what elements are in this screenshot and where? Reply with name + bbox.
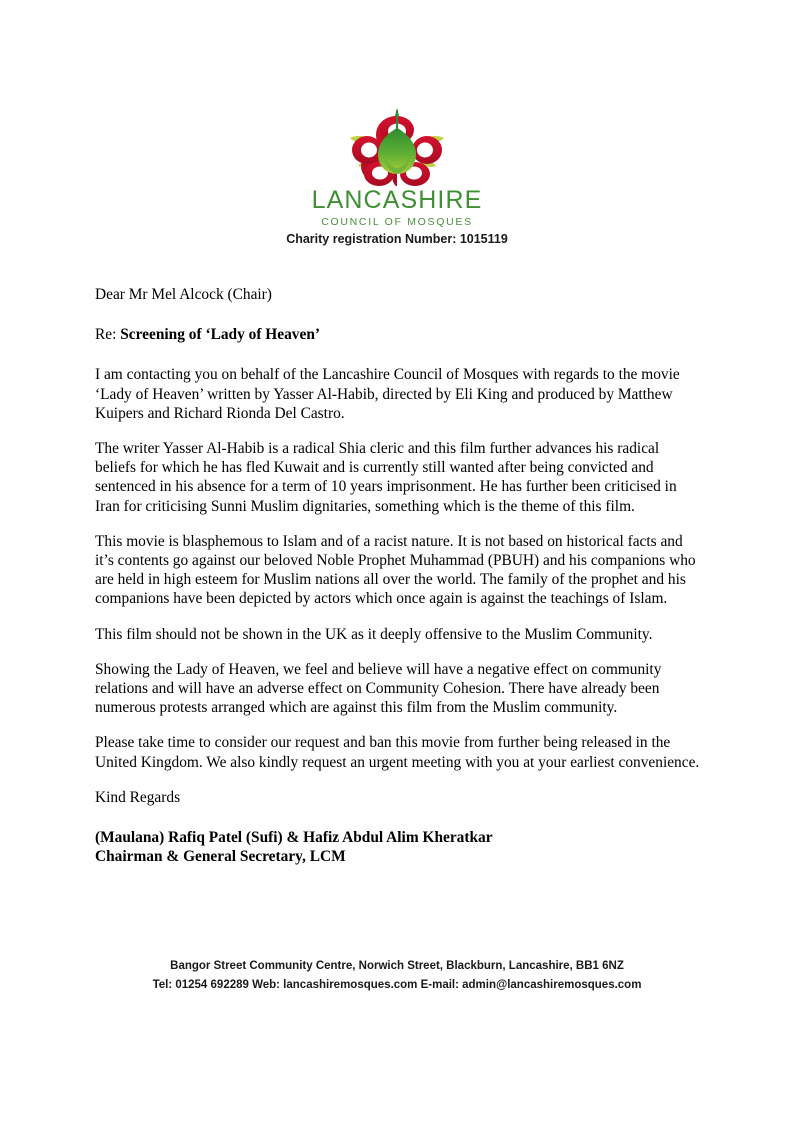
signature-title: Chairman & General Secretary, LCM <box>95 848 346 866</box>
subject-line <box>95 325 701 344</box>
paragraph-3: This movie is blasphemous to Islam and of a racist nature. It is not based on historical facts and it’s contents go against our beloved Noble Prophet Muhammad (PBUH) and his companions who are held in high esteem for Muslim nations all over the world. The family of the prophet and his companions have been depicted by actors which once again is against the teachings of Islam. <box>95 532 696 608</box>
subject-title: Screening of ‘Lady of Heaven’ <box>120 326 321 344</box>
page-footer <box>0 957 794 995</box>
logo-subtitle: COUNCIL OF MOSQUES <box>321 216 473 228</box>
charity-registration-line: Charity registration Number: 1015119 <box>286 232 508 246</box>
letterhead-logo <box>0 108 794 228</box>
paragraph-6: Please take time to consider our request and ban this movie from further being released in the United Kingdom. We also kindly request an urgent meeting with you at your earliest convenience. <box>95 734 700 771</box>
paragraph-4: This film should not be shown in the UK as it deeply offensive to the Muslim Community. <box>95 625 653 643</box>
letter-body <box>95 285 701 866</box>
footer-address: Bangor Street Community Centre, Norwich Street, Blackburn, Lancashire, BB1 6NZ <box>170 960 624 972</box>
subject-prefix: Re: <box>95 326 121 344</box>
paragraph-5: Showing the Lady of Heaven, we feel and believe will have a negative effect on community relations and will have an adverse effect on Community Cohesion. There have already been numerous protests arranged which are against this film from the Muslim community. <box>95 660 662 717</box>
logo-wordmark: LANCASHIRE <box>311 186 483 214</box>
signoff: Kind Regards <box>95 788 181 806</box>
paragraph-2: The writer Yasser Al-Habib is a radical Shia cleric and this film further advances his radical beliefs for which he has fled Kuwait and is currently still wanted after being convicted and sentenced in his absence for a term of 10 years imprisonment. He has further been criticised in Iran for criticising Sunni Muslim dignitaries, something which is the theme of this film. <box>95 440 677 515</box>
salutation: Dear Mr Mel Alcock (Chair) <box>95 286 272 303</box>
lancashire-rose-mosque-logo-icon <box>336 108 458 186</box>
signature-name: (Maulana) Rafiq Patel (Sufi) & Hafiz Abdul Alim Kheratkar <box>95 829 493 847</box>
footer-contact: Tel: 01254 692289 Web: lancashiremosques.com E-mail: admin@lancashiremosques.com <box>152 979 642 991</box>
paragraph-1: I am contacting you on behalf of the Lancashire Council of Mosques with regards to the movie ‘Lady of Heaven’ written by Yasser Al-Habib, directed by Eli King and produced by Matthew Kuipers and Richard Rionda Del Castro. <box>95 366 680 422</box>
signature-block <box>95 828 701 866</box>
